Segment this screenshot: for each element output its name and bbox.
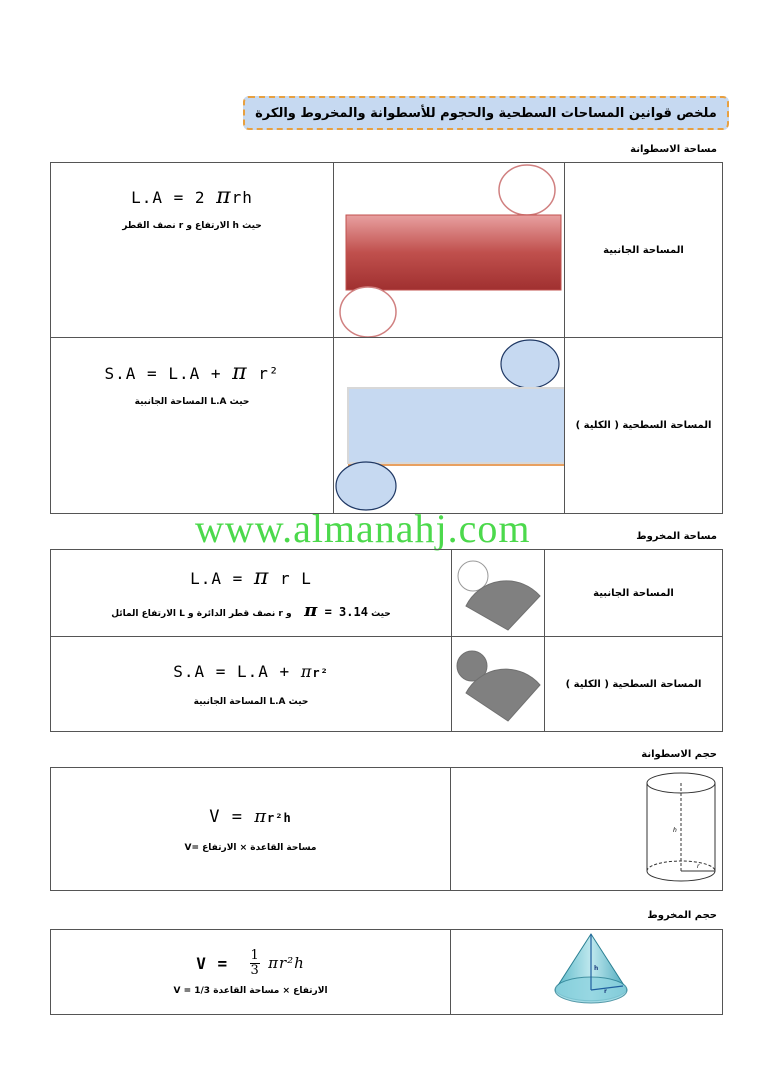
cone-radius-label: r [604, 988, 607, 995]
cylinder-surface-formula-cell [51, 338, 334, 514]
cone-figure [451, 930, 722, 1014]
cone-volume-figure-cell [451, 930, 723, 1015]
cylinder-volume-formula-cell [51, 768, 451, 891]
section-label-cone-volume: حجم المخروط [647, 910, 717, 921]
cone-lateral-formula-cell [51, 550, 452, 637]
cone-volume-formula: V = 1 3 πr²h [196, 947, 305, 978]
cone-surface-formula-cell [51, 637, 452, 732]
cylinder-volume-table [50, 767, 723, 891]
cone-surface-net-figure [452, 637, 544, 731]
cone-lateral-label: المساحة الجانبية [545, 550, 723, 637]
cylinder-volume-note: مساحة القاعدة × الارتفاع =V [184, 842, 317, 853]
cone-surface-formula: S.A = L.A + πr² [173, 661, 329, 681]
page-title [243, 96, 729, 130]
page-title-text: ملخص قوانين المساحات السطحية والحجوم للأسطوانة والمخروط والكرة [255, 105, 717, 121]
cylinder-lateral-net-figure [334, 163, 564, 337]
cylinder-volume-formula: V = πr²h [209, 805, 292, 827]
cylinder-lateral-formula: L.A = 2 πrh [131, 184, 253, 209]
section-label-cone-area: مساحة المخروط [636, 531, 717, 542]
section-label-cylinder-area: مساحة الاسطوانة [630, 144, 717, 155]
cylinder-area-table [50, 162, 723, 514]
cone-surface-note: حيث L.A المساحة الجانبية [193, 696, 309, 707]
cone-surface-figure-cell [452, 637, 545, 732]
cylinder-figure [451, 768, 722, 890]
cylinder-surface-label: المساحة السطحية ( الكلية ) [565, 338, 723, 514]
cylinder-lateral-formula-cell [51, 163, 334, 338]
cone-lateral-note: حيث π = 3.14 و r نصف قطر الدائرة و L الارتفاع المائل [111, 600, 391, 621]
cylinder-radius-label: r [697, 863, 700, 870]
cone-surface-label: المساحة السطحية ( الكلية ) [545, 637, 723, 732]
cylinder-surface-net-figure [334, 338, 564, 513]
cylinder-surface-note: حيث L.A المساحة الجانبية [134, 396, 250, 407]
section-label-cylinder-volume: حجم الاسطوانة [641, 749, 717, 760]
cylinder-volume-figure-cell [451, 768, 723, 891]
cone-height-label: h [594, 965, 599, 972]
cylinder-net-figure-cell [334, 163, 565, 338]
cylinder-lateral-label: المساحة الجانبية [565, 163, 723, 338]
cylinder-surface-formula: S.A = L.A + π r² [104, 359, 280, 385]
cone-volume-note: الارتفاع × مساحة القاعدة V = 1/3 [173, 985, 328, 996]
cone-volume-table [50, 929, 723, 1015]
cone-lateral-formula: L.A = π r L [190, 565, 312, 590]
cone-lateral-figure-cell [452, 550, 545, 637]
cone-volume-formula-cell [51, 930, 451, 1015]
cone-lateral-net-figure [452, 550, 544, 636]
cylinder-height-label: h [673, 827, 677, 834]
watermark: www.almanahj.com [195, 506, 531, 551]
cylinder-lateral-note: حيث h الارتفاع و r نصف القطر [122, 221, 262, 231]
cone-area-table [50, 549, 723, 732]
cylinder-surface-figure-cell [334, 338, 565, 514]
